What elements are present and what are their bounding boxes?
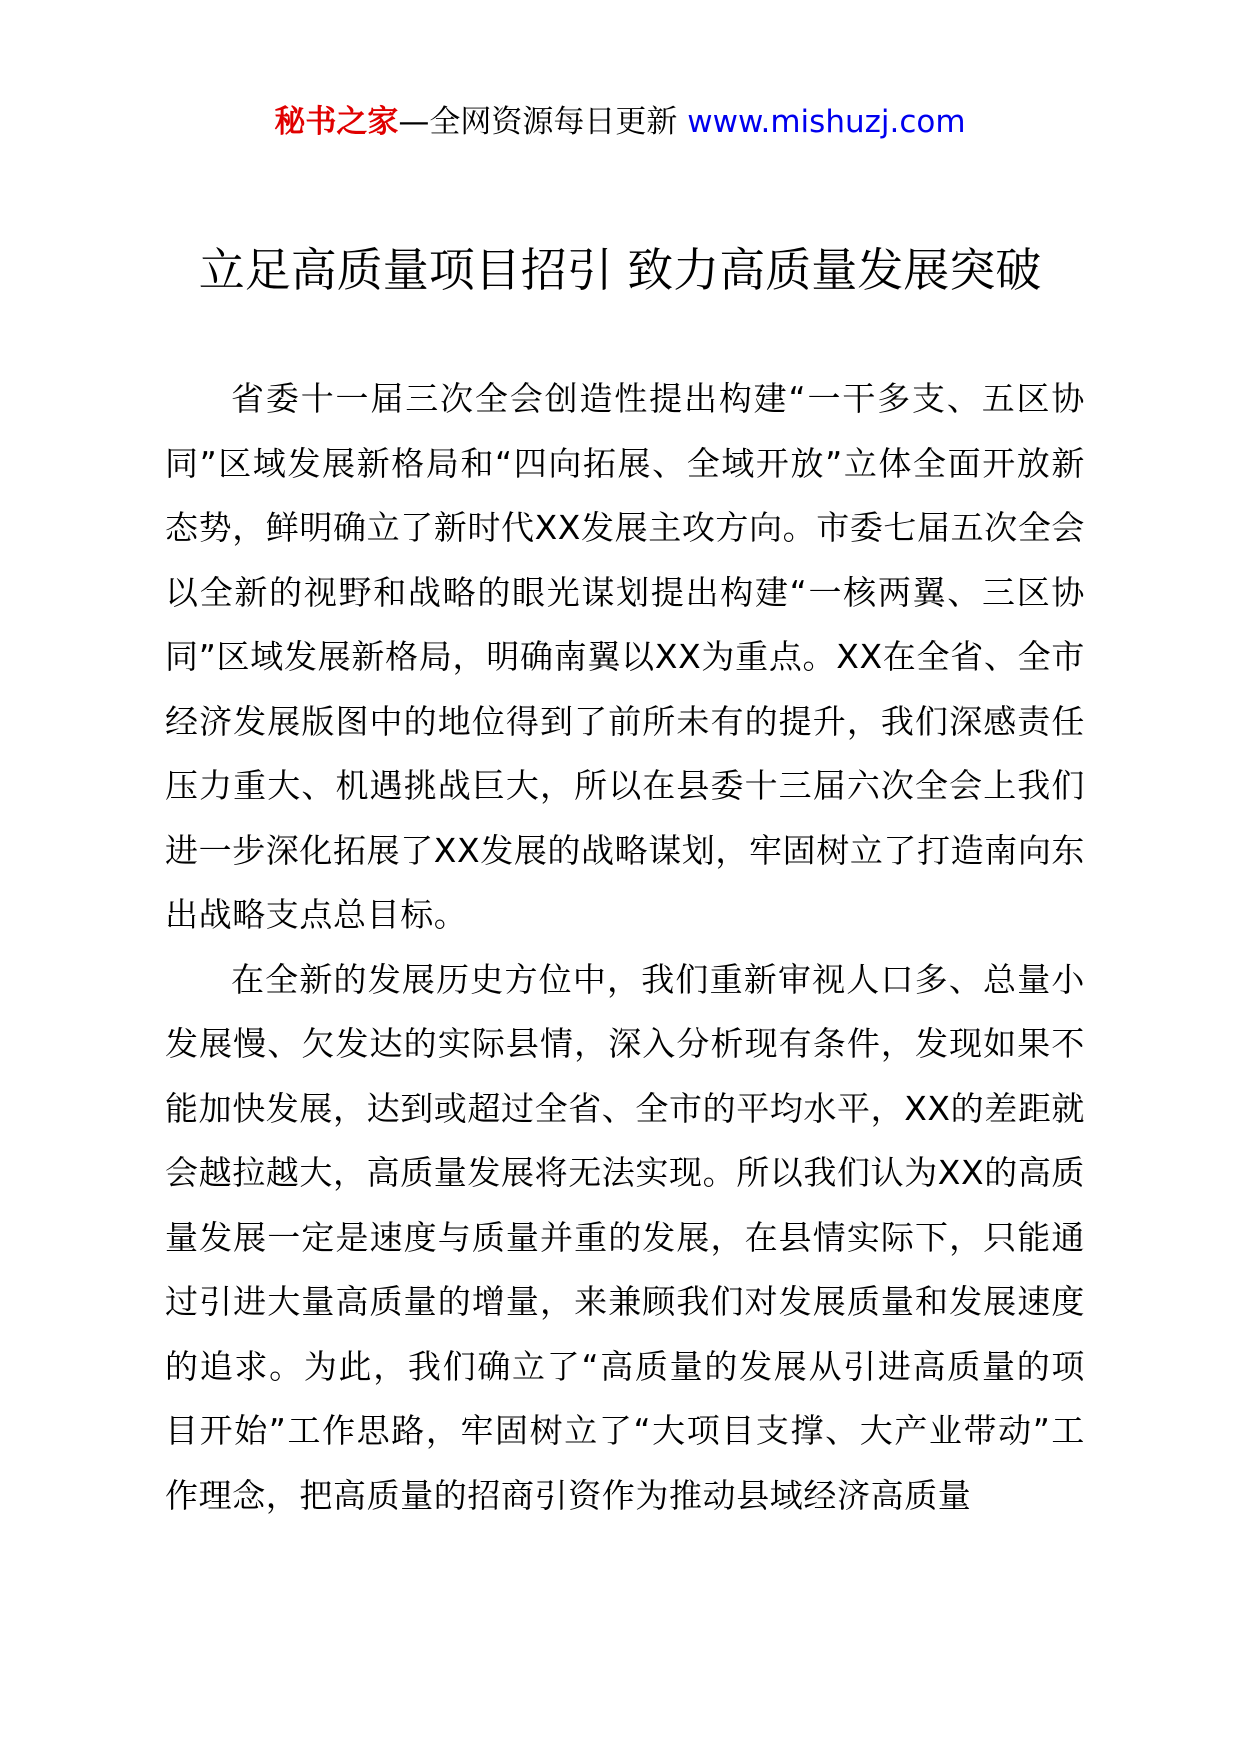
paragraph-1: 省委十一届三次全会创造性提出构建“一干多支、五区协同”区域发展新格局和“四向拓展、全域开放”立体全面开放新态势，鲜明确立了新时代XX发展主攻方向。市委七届五次全会以全新的视野和战略的眼光谋划提出构建“一核两翼、三区协同”区域发展新格局，明确南翼以XX为重点。XX在全省、全市经济发展版图中的地位得到了前所未有的提升，我们深感责任压力重大、机遇挑战巨大，所以在县委十三届六次全会上我们进一步深化拓展了XX发展的战略谋划，牢固树立了打造南向东出战略支点总目标。 [165,379,1086,934]
paragraph-2: 在全新的发展历史方位中，我们重新审视人口多、总量小发展慢、欠发达的实际县情，深入分析现有条件，发现如果不能加快发展，达到或超过全省、全市的平均水平，XX的差距就会越拉越大，高质量发展将无法实现。所以我们认为XX的高质量发展一定是速度与质量并重的发展，在县情实际下，只能通过引进大量高质量的增量，来兼顾我们对发展质量和发展速度的追求。为此，我们确立了“高质量的发展从引进高质量的项目开始”工作思路，牢固树立了“大项目支撑、大产业带动”工作理念，把高质量的招商引资作为推动县域经济高质量 [165,959,1086,1515]
brand-name: 秘书之家 [274,104,399,140]
document-title: 立足高质量项目招引 致力高质量发展突破 [198,243,1042,297]
site-url-link[interactable]: www.mishuzj.com [687,104,966,140]
site-header [0,100,1240,144]
document-body [165,367,1085,1528]
header-tagline: —全网资源每日更新 [398,104,688,140]
